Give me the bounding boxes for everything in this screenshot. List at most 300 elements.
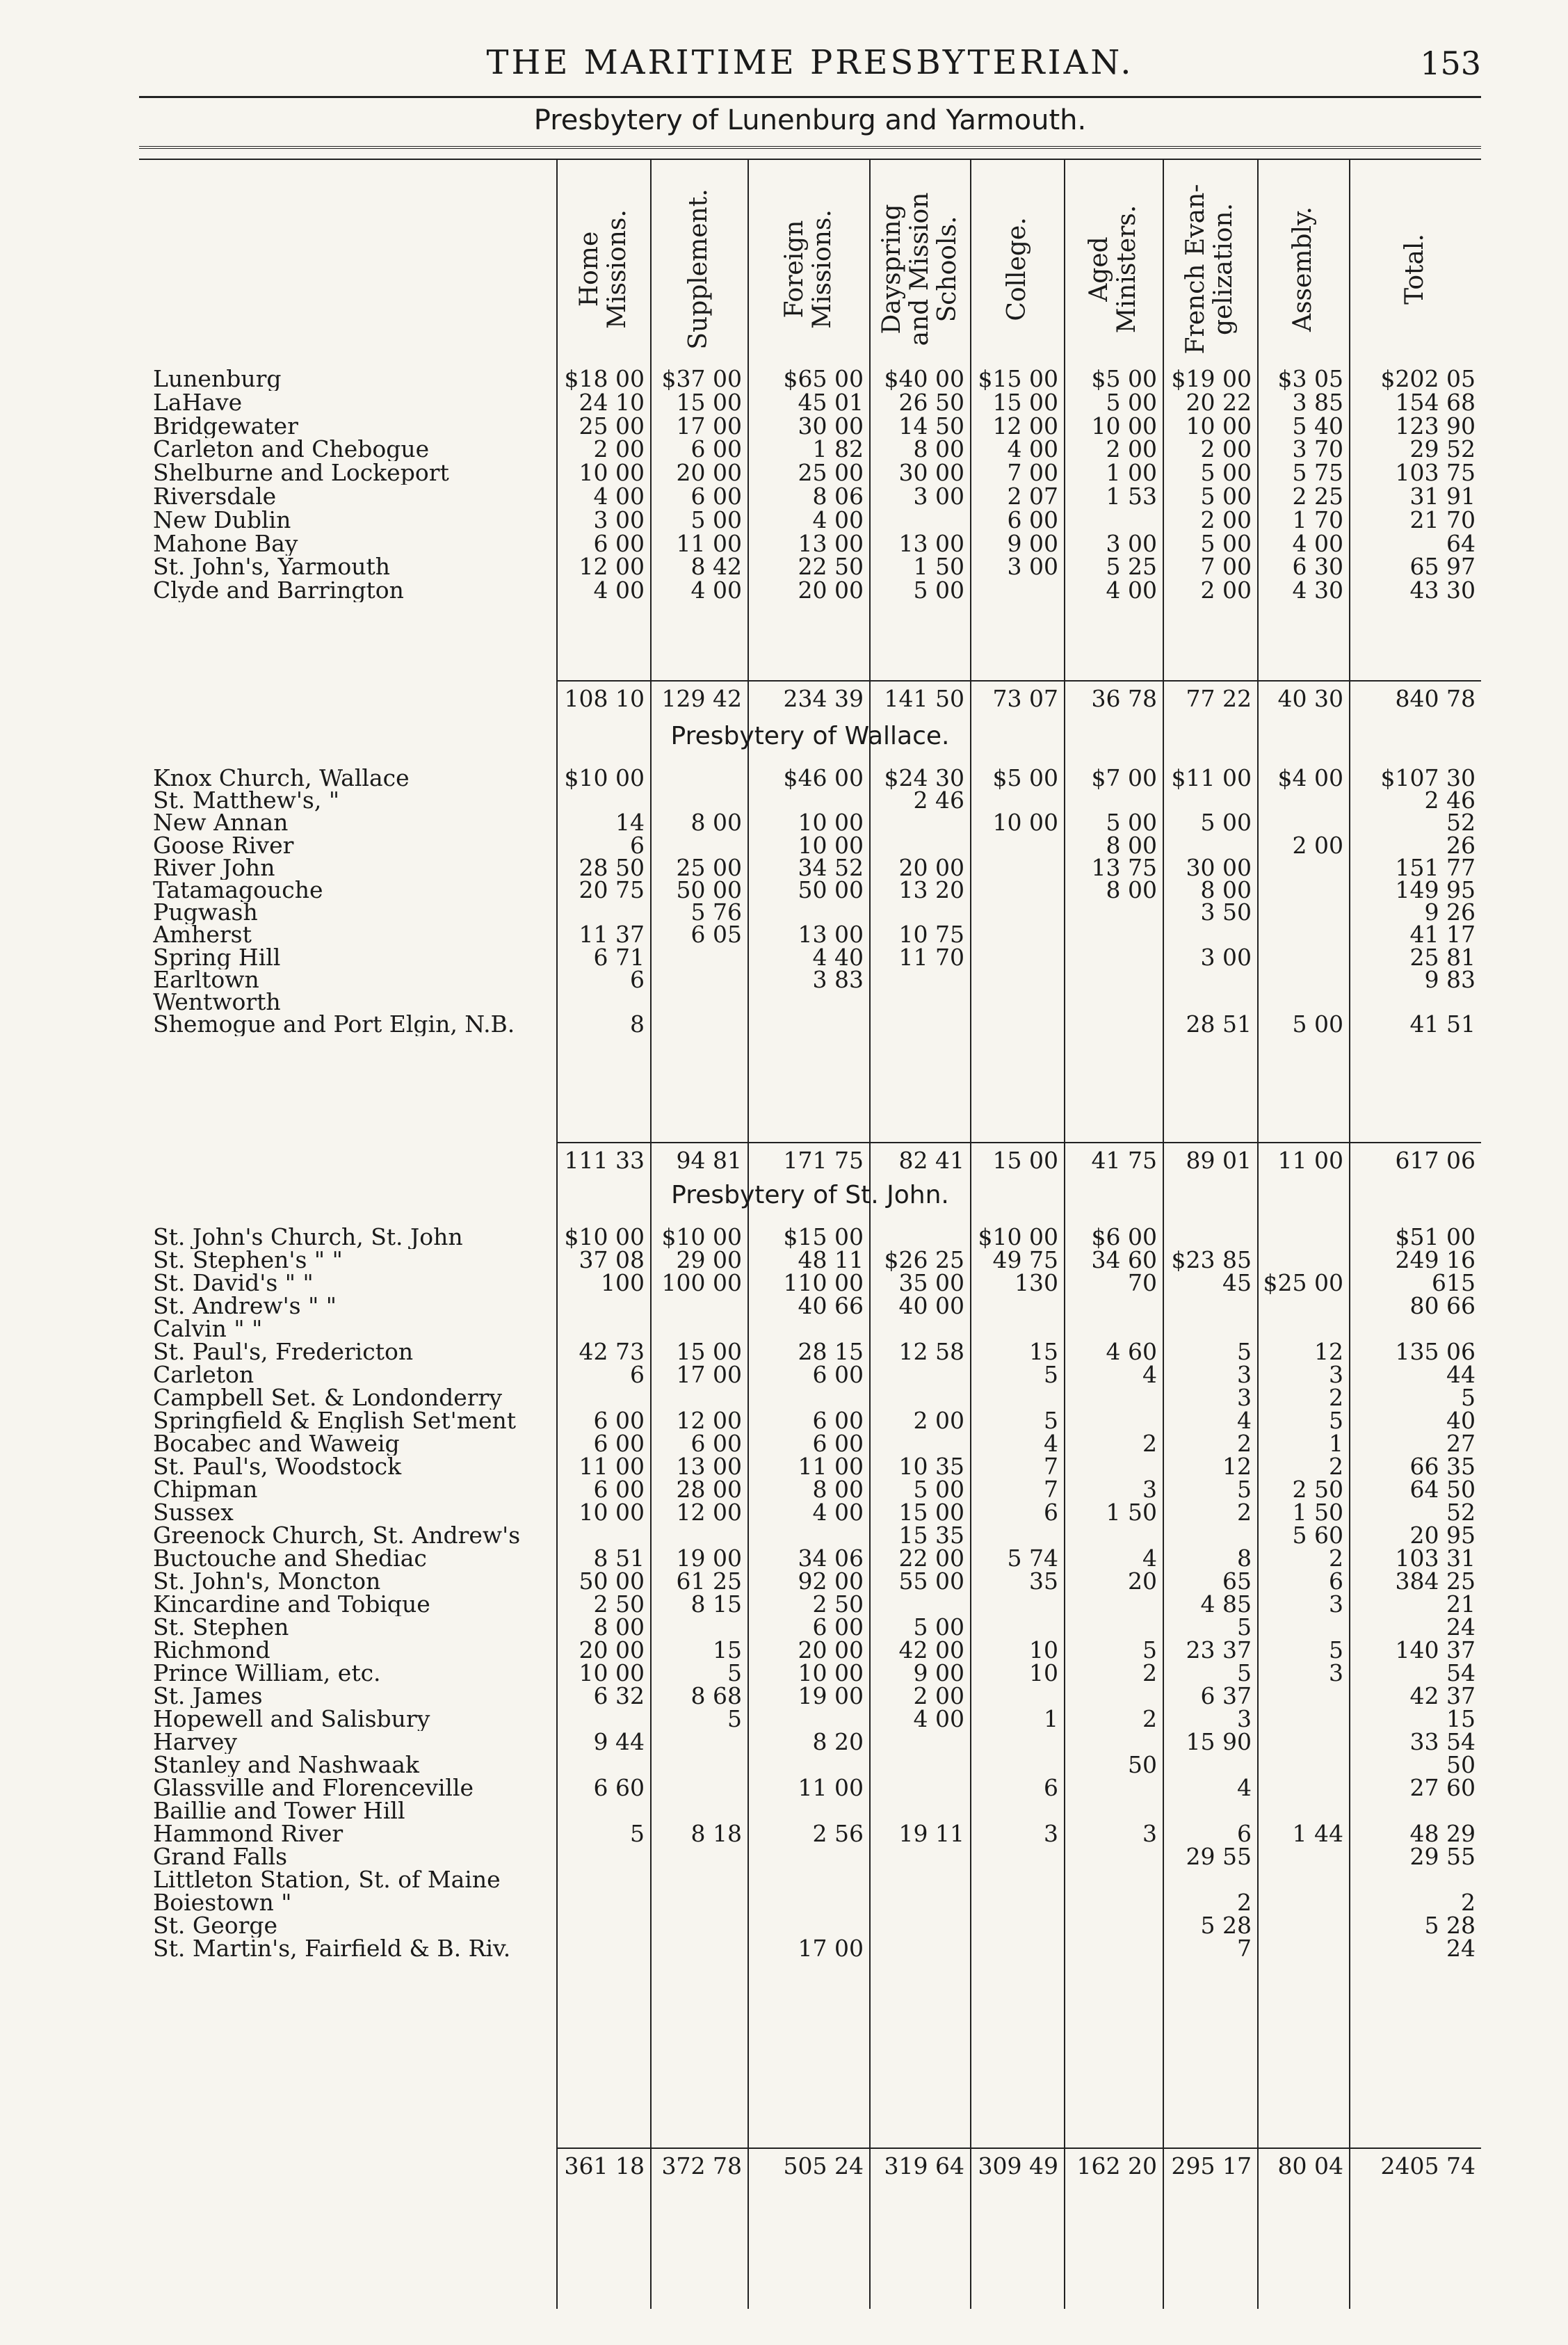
table-row <box>153 990 1481 1014</box>
cell-total: 29 55 <box>1409 1843 1476 1870</box>
cell-foreign-missions: 2 50 <box>812 1590 864 1618</box>
cell-college: 3 <box>1044 1820 1058 1847</box>
congregation-name: Riversdale <box>153 485 277 508</box>
cell-foreign-missions: 13 00 <box>798 530 864 557</box>
cell-supplement: 11 00 <box>676 530 742 557</box>
cell-aged-ministers: 20 <box>1128 1568 1157 1595</box>
cell-supplement: 6 00 <box>690 435 742 462</box>
cell-aged-ministers: 41 75 <box>1091 1147 1157 1174</box>
table-row <box>153 766 1481 790</box>
congregation-name: St. Paul's, Woodstock <box>153 1455 402 1478</box>
cell-assembly: 11 00 <box>1277 1147 1343 1174</box>
table-row <box>153 923 1481 946</box>
table-row <box>153 1776 1481 1800</box>
cell-home-missions: $18 00 <box>564 365 645 392</box>
congregation-name: New Annan <box>153 811 289 835</box>
cell-home-missions: 28 50 <box>579 854 645 881</box>
cell-dayspring: 9 00 <box>913 1659 964 1686</box>
cell-foreign-missions: 25 00 <box>798 459 864 486</box>
cell-total: 40 <box>1446 1407 1476 1434</box>
cell-aged-ministers: 4 <box>1142 1545 1157 1572</box>
cell-foreign-missions: 40 66 <box>798 1292 864 1319</box>
table-row <box>153 1570 1481 1593</box>
column-header-label: College. <box>1002 217 1031 321</box>
cell-assembly: 5 40 <box>1292 412 1343 440</box>
cell-assembly: $25 00 <box>1263 1269 1343 1296</box>
table-row <box>153 1340 1481 1364</box>
cell-foreign-missions: 8 00 <box>812 1476 864 1503</box>
cell-home-missions: 6 00 <box>593 530 645 557</box>
table-row <box>153 1478 1481 1501</box>
table-row <box>153 555 1481 579</box>
cell-aged-ministers: 5 00 <box>1106 389 1157 416</box>
congregation-name: Lunenburg <box>153 367 282 391</box>
table-row <box>153 878 1481 902</box>
cell-home-missions: 10 00 <box>579 1659 645 1686</box>
cell-aged-ministers: 1 53 <box>1106 483 1157 510</box>
cell-college: $15 00 <box>978 365 1058 392</box>
cell-supplement: 13 00 <box>676 1453 742 1480</box>
cell-total: 44 <box>1446 1361 1476 1388</box>
cell-foreign-missions: 50 00 <box>798 876 864 903</box>
cell-foreign-missions: 1 82 <box>812 435 864 462</box>
congregation-name: Calvin " " <box>153 1317 263 1341</box>
cell-aged-ministers: 70 <box>1128 1269 1157 1296</box>
cell-foreign-missions: 11 00 <box>798 1453 864 1480</box>
cell-total: 9 83 <box>1424 966 1476 993</box>
cell-total: 64 50 <box>1409 1476 1476 1503</box>
cell-assembly: 80 04 <box>1277 2152 1343 2179</box>
congregation-name: Kincardine and Tobique <box>153 1593 430 1616</box>
cell-total: $107 30 <box>1380 764 1476 791</box>
cell-french-evangelization: 89 01 <box>1186 1147 1252 1174</box>
table-top-rule <box>139 146 1481 149</box>
cell-dayspring: 5 00 <box>913 1476 964 1503</box>
cell-supplement: 129 42 <box>661 685 742 712</box>
congregation-name: Clyde and Barrington <box>153 579 404 602</box>
cell-aged-ministers: 5 <box>1142 1636 1157 1663</box>
cell-supplement: 4 00 <box>690 577 742 604</box>
cell-college: 5 <box>1044 1361 1058 1388</box>
congregation-name: Carleton <box>153 1363 254 1387</box>
cell-french-evangelization: 2 <box>1237 1499 1252 1526</box>
cell-foreign-missions: 45 01 <box>798 389 864 416</box>
congregation-name: Spring Hill <box>153 946 281 969</box>
cell-total: 43 30 <box>1409 577 1476 604</box>
cell-dayspring: 10 75 <box>898 921 964 948</box>
cell-aged-ministers: 34 60 <box>1091 1246 1157 1273</box>
cell-foreign-missions: 30 00 <box>798 412 864 440</box>
cell-french-evangelization: 7 00 <box>1200 553 1252 580</box>
cell-total: 65 97 <box>1409 553 1476 580</box>
cell-foreign-missions: 34 52 <box>798 854 864 881</box>
cell-total: 41 51 <box>1409 1010 1476 1038</box>
cell-total: 27 60 <box>1409 1774 1476 1801</box>
cell-home-missions: 108 10 <box>564 685 645 712</box>
cell-dayspring: 11 70 <box>898 944 964 971</box>
cell-total: 21 70 <box>1409 506 1476 533</box>
cell-total: 840 78 <box>1395 685 1476 712</box>
cell-total: 52 <box>1446 1499 1476 1526</box>
cell-supplement: 15 00 <box>676 1338 742 1365</box>
total-rule <box>556 680 1481 682</box>
cell-aged-ministers: 1 00 <box>1106 459 1157 486</box>
cell-home-missions: 9 44 <box>593 1728 645 1755</box>
cell-french-evangelization: 8 00 <box>1200 876 1252 903</box>
table-row <box>153 1615 1481 1639</box>
table-row <box>153 1730 1481 1754</box>
cell-aged-ministers: 36 78 <box>1091 685 1157 712</box>
cell-supplement: 12 00 <box>676 1499 742 1526</box>
cell-foreign-missions: 17 00 <box>798 1935 864 1962</box>
congregation-name: St. Paul's, Fredericton <box>153 1340 414 1364</box>
congregation-name: Richmond <box>153 1638 270 1662</box>
cell-total: 31 91 <box>1409 483 1476 510</box>
cell-total: 151 77 <box>1395 854 1476 881</box>
cell-foreign-missions: 10 00 <box>798 832 864 859</box>
table-row <box>153 1432 1481 1456</box>
cell-supplement: 8 42 <box>690 553 742 580</box>
cell-supplement: 8 00 <box>690 809 742 836</box>
cell-home-missions: $10 00 <box>564 1223 645 1250</box>
column-header-label: French Evan- gelization. <box>1181 184 1238 355</box>
column-header-assembly <box>1257 161 1349 377</box>
cell-total: 617 06 <box>1395 1147 1476 1174</box>
cell-supplement: 19 00 <box>676 1545 742 1572</box>
table-row <box>153 968 1481 992</box>
cell-total: 5 <box>1461 1384 1476 1411</box>
congregation-name: St. George <box>153 1914 278 1937</box>
cell-assembly: 3 <box>1329 1590 1343 1618</box>
cell-total: 140 37 <box>1395 1636 1476 1663</box>
cell-home-missions: $10 00 <box>564 764 645 791</box>
table-row <box>153 485 1481 508</box>
cell-total: 26 <box>1446 832 1476 859</box>
cell-supplement: 5 76 <box>690 898 742 926</box>
section-total-row <box>153 687 1481 711</box>
table-row <box>153 1845 1481 1869</box>
column-header-home-missions <box>556 161 650 377</box>
cell-dayspring: 26 50 <box>898 389 964 416</box>
cell-french-evangelization: 8 <box>1237 1545 1252 1572</box>
cell-total: 64 <box>1446 530 1476 557</box>
cell-foreign-missions: 234 39 <box>783 685 864 712</box>
cell-dayspring: 35 00 <box>898 1269 964 1296</box>
table-row <box>153 1455 1481 1478</box>
cell-supplement: 61 25 <box>676 1568 742 1595</box>
table-row <box>153 437 1481 461</box>
congregation-name: Glassville and Florenceville <box>153 1776 474 1800</box>
cell-foreign-missions: 48 11 <box>798 1246 864 1273</box>
cell-home-missions: 100 <box>601 1269 645 1296</box>
cell-foreign-missions: 6 00 <box>812 1430 864 1457</box>
congregation-name: St. Stephen's " " <box>153 1248 343 1272</box>
cell-total: 103 31 <box>1395 1545 1476 1572</box>
cell-total: 42 37 <box>1409 1682 1476 1709</box>
column-header-label: Total. <box>1400 234 1429 305</box>
cell-french-evangelization: 45 <box>1222 1269 1252 1296</box>
congregation-name: St. David's " " <box>153 1271 314 1295</box>
cell-aged-ministers: 4 <box>1142 1361 1157 1388</box>
table-row <box>153 1891 1481 1915</box>
congregation-name: Chipman <box>153 1478 258 1501</box>
cell-french-evangelization: 5 <box>1237 1613 1252 1641</box>
table-row <box>153 1225 1481 1249</box>
cell-college: 5 74 <box>1007 1545 1058 1572</box>
cell-home-missions: 50 00 <box>579 1568 645 1595</box>
table-row <box>153 1914 1481 1937</box>
cell-total: $51 00 <box>1395 1223 1476 1250</box>
cell-foreign-missions: $46 00 <box>783 764 864 791</box>
cell-college: 49 75 <box>992 1246 1058 1273</box>
cell-aged-ministers: 5 25 <box>1106 553 1157 580</box>
cell-foreign-missions: 6 00 <box>812 1361 864 1388</box>
cell-foreign-missions: 10 00 <box>798 809 864 836</box>
cell-aged-ministers: 3 <box>1142 1476 1157 1503</box>
cell-supplement: 28 00 <box>676 1476 742 1503</box>
congregation-name: Littleton Station, St. of Maine <box>153 1868 501 1892</box>
cell-assembly: 12 <box>1314 1338 1343 1365</box>
cell-aged-ministers: 13 75 <box>1091 854 1157 881</box>
cell-french-evangelization: 7 <box>1237 1935 1252 1962</box>
congregation-name: Bocabec and Waweig <box>153 1432 400 1456</box>
table-row <box>153 1386 1481 1410</box>
cell-foreign-missions: $15 00 <box>783 1223 864 1250</box>
cell-total: 66 35 <box>1409 1453 1476 1480</box>
cell-home-missions: 4 00 <box>593 483 645 510</box>
cell-foreign-missions: 20 00 <box>798 577 864 604</box>
cell-college: 15 <box>1029 1338 1058 1365</box>
congregation-name: New Dublin <box>153 508 291 532</box>
congregation-name: Earltown <box>153 968 259 992</box>
cell-dayspring: 82 41 <box>898 1147 964 1174</box>
table-row <box>153 532 1481 556</box>
table-row <box>153 1590 1481 1618</box>
cell-french-evangelization: 2 <box>1237 1430 1252 1457</box>
cell-dayspring: 40 00 <box>898 1292 964 1319</box>
cell-french-evangelization: 2 00 <box>1200 577 1252 604</box>
cell-french-evangelization: 5 <box>1237 1659 1252 1686</box>
cell-assembly: $3 05 <box>1277 365 1343 392</box>
cell-aged-ministers: 2 <box>1142 1430 1157 1457</box>
cell-college: 6 00 <box>1007 506 1058 533</box>
cell-supplement: 100 00 <box>661 1269 742 1296</box>
cell-foreign-missions: 6 00 <box>812 1407 864 1434</box>
table-row <box>153 508 1481 532</box>
cell-dayspring: 10 35 <box>898 1453 964 1480</box>
cell-college: 5 <box>1044 1407 1058 1434</box>
cell-total: 27 <box>1446 1430 1476 1457</box>
cell-french-evangelization: 4 <box>1237 1774 1252 1801</box>
cell-college: 7 <box>1044 1476 1058 1503</box>
column-header-french-evangelization <box>1163 161 1257 377</box>
cell-home-missions: 361 18 <box>564 2152 645 2179</box>
cell-supplement: 372 78 <box>661 2152 742 2179</box>
cell-assembly: 5 60 <box>1292 1522 1343 1549</box>
cell-total: 21 <box>1446 1590 1476 1618</box>
cell-aged-ministers: 10 00 <box>1091 412 1157 440</box>
cell-supplement: 5 <box>727 1705 742 1732</box>
cell-french-evangelization: 3 00 <box>1200 944 1252 971</box>
cell-aged-ministers: $6 00 <box>1091 1223 1157 1250</box>
cell-total: 25 81 <box>1409 944 1476 971</box>
congregation-name: Springfield & English Set'ment <box>153 1409 517 1433</box>
cell-home-missions: 11 00 <box>579 1453 645 1480</box>
total-rule <box>556 1142 1481 1143</box>
cell-supplement: 29 00 <box>676 1246 742 1273</box>
cell-college: 35 <box>1029 1568 1058 1595</box>
cell-total: 135 06 <box>1395 1338 1476 1365</box>
cell-french-evangelization: 6 <box>1237 1820 1252 1847</box>
cell-supplement: 15 <box>713 1636 742 1663</box>
cell-college: 6 <box>1044 1499 1058 1526</box>
cell-total: 2 46 <box>1424 787 1476 814</box>
cell-college: 9 00 <box>1007 530 1058 557</box>
cell-dayspring: 13 00 <box>898 530 964 557</box>
congregation-name: Boiestown " <box>153 1891 292 1915</box>
cell-supplement: 25 00 <box>676 854 742 881</box>
cell-home-missions: 6 <box>630 966 645 993</box>
header-rule <box>139 96 1481 98</box>
cell-supplement: 5 00 <box>690 506 742 533</box>
cell-total: 50 <box>1446 1751 1476 1778</box>
table-row <box>153 1753 1481 1777</box>
cell-college: 7 <box>1044 1453 1058 1480</box>
column-header-label: Aged Ministers. <box>1085 204 1141 334</box>
cell-foreign-missions: 34 06 <box>798 1545 864 1572</box>
cell-supplement: 12 00 <box>676 1407 742 1434</box>
cell-home-missions: 6 71 <box>593 944 645 971</box>
congregation-name: Greenock Church, St. Andrew's <box>153 1524 521 1547</box>
cell-home-missions: 10 00 <box>579 459 645 486</box>
cell-foreign-missions: 3 83 <box>812 966 864 993</box>
cell-home-missions: 6 32 <box>593 1682 645 1709</box>
cell-home-missions: 2 00 <box>593 435 645 462</box>
cell-college: 15 00 <box>992 1147 1058 1174</box>
cell-college: 130 <box>1015 1269 1058 1296</box>
table-row <box>153 1409 1481 1433</box>
cell-aged-ministers: 2 <box>1142 1705 1157 1732</box>
cell-total: 80 66 <box>1409 1292 1476 1319</box>
cell-french-evangelization: 30 00 <box>1186 854 1252 881</box>
table-row <box>153 367 1481 391</box>
cell-foreign-missions: 505 24 <box>783 2152 864 2179</box>
table-row <box>153 1661 1481 1685</box>
cell-home-missions: 24 10 <box>579 389 645 416</box>
table-row <box>153 1271 1481 1295</box>
cell-supplement: 8 68 <box>690 1682 742 1709</box>
cell-foreign-missions: $65 00 <box>783 365 864 392</box>
cell-total: 615 <box>1432 1269 1476 1296</box>
congregation-name: Prince William, etc. <box>153 1661 381 1685</box>
cell-dayspring: 14 50 <box>898 412 964 440</box>
cell-dayspring: $26 25 <box>884 1246 964 1273</box>
cell-supplement: 50 00 <box>676 876 742 903</box>
cell-french-evangelization: 2 00 <box>1200 435 1252 462</box>
section-total-row <box>153 1149 1481 1172</box>
cell-supplement: 15 00 <box>676 389 742 416</box>
cell-dayspring: 15 35 <box>898 1522 964 1549</box>
congregation-name: Buctouche and Shediac <box>153 1547 427 1570</box>
congregation-name: Pugwash <box>153 901 258 924</box>
cell-dayspring: 22 00 <box>898 1545 964 1572</box>
cell-french-evangelization: 4 <box>1237 1407 1252 1434</box>
column-header-label: Home Missions. <box>574 209 631 329</box>
congregation-name: St. Martin's, Fairfield & B. Riv. <box>153 1937 511 1960</box>
column-header-dayspring <box>869 161 970 377</box>
cell-dayspring: 319 64 <box>884 2152 964 2179</box>
cell-college: 4 <box>1044 1430 1058 1457</box>
congregation-name: Tatamagouche <box>153 878 323 902</box>
cell-home-missions: 20 00 <box>579 1636 645 1663</box>
cell-total: 103 75 <box>1395 459 1476 486</box>
cell-aged-ministers: 3 00 <box>1106 530 1157 557</box>
cell-foreign-missions: 4 00 <box>812 506 864 533</box>
cell-assembly: $4 00 <box>1277 764 1343 791</box>
cell-french-evangelization: 23 37 <box>1186 1636 1252 1663</box>
column-header-total <box>1349 161 1481 377</box>
cell-aged-ministers: 2 <box>1142 1659 1157 1686</box>
cell-supplement: $10 00 <box>661 1223 742 1250</box>
cell-dayspring: $24 30 <box>884 764 964 791</box>
cell-total: 52 <box>1446 809 1476 836</box>
cell-assembly: 5 <box>1329 1636 1343 1663</box>
cell-aged-ministers: 3 <box>1142 1820 1157 1847</box>
cell-total: 24 <box>1446 1613 1476 1641</box>
cell-college: 7 00 <box>1007 459 1058 486</box>
cell-home-missions: 14 <box>615 809 645 836</box>
cell-total: 33 54 <box>1409 1728 1476 1755</box>
cell-foreign-missions: 92 00 <box>798 1568 864 1595</box>
cell-assembly: 3 85 <box>1292 389 1343 416</box>
table-row <box>153 1707 1481 1731</box>
table-top-rule-thin <box>139 159 1481 160</box>
cell-dayspring: 13 20 <box>898 876 964 903</box>
congregation-name: Hammond River <box>153 1822 343 1846</box>
cell-assembly: 3 <box>1329 1659 1343 1686</box>
table-row <box>153 1317 1481 1341</box>
cell-assembly: 3 70 <box>1292 435 1343 462</box>
congregation-name: St. Stephen <box>153 1615 289 1639</box>
cell-dayspring: 141 50 <box>884 685 964 712</box>
cell-total: 149 95 <box>1395 876 1476 903</box>
cell-foreign-missions: 10 00 <box>798 1659 864 1686</box>
cell-total: 5 28 <box>1424 1912 1476 1939</box>
cell-french-evangelization: 12 <box>1222 1453 1252 1480</box>
cell-home-missions: 6 00 <box>593 1476 645 1503</box>
congregation-name: Mahone Bay <box>153 532 298 556</box>
cell-dayspring: 19 11 <box>898 1820 964 1847</box>
cell-college: 2 07 <box>1007 483 1058 510</box>
cell-college: 309 49 <box>978 2152 1058 2179</box>
cell-dayspring: 1 50 <box>913 553 964 580</box>
congregation-name: Bridgewater <box>153 414 298 438</box>
congregation-name: River John <box>153 856 275 880</box>
section-title: Presbytery of Wallace. <box>670 722 950 750</box>
cell-french-evangelization: $23 85 <box>1171 1246 1252 1273</box>
cell-home-missions: 4 00 <box>593 577 645 604</box>
congregation-name: Harvey <box>153 1730 238 1754</box>
congregation-name: Goose River <box>153 834 294 857</box>
cell-home-missions: 6 <box>630 832 645 859</box>
cell-total: 2405 74 <box>1380 2152 1476 2179</box>
column-header-aged-ministers <box>1064 161 1163 377</box>
table-row <box>153 1868 1481 1892</box>
congregation-name: St. John's Church, St. John <box>153 1225 463 1249</box>
congregation-name: Carleton and Chebogue <box>153 437 430 461</box>
cell-french-evangelization: $11 00 <box>1171 764 1252 791</box>
table-row <box>153 579 1481 602</box>
